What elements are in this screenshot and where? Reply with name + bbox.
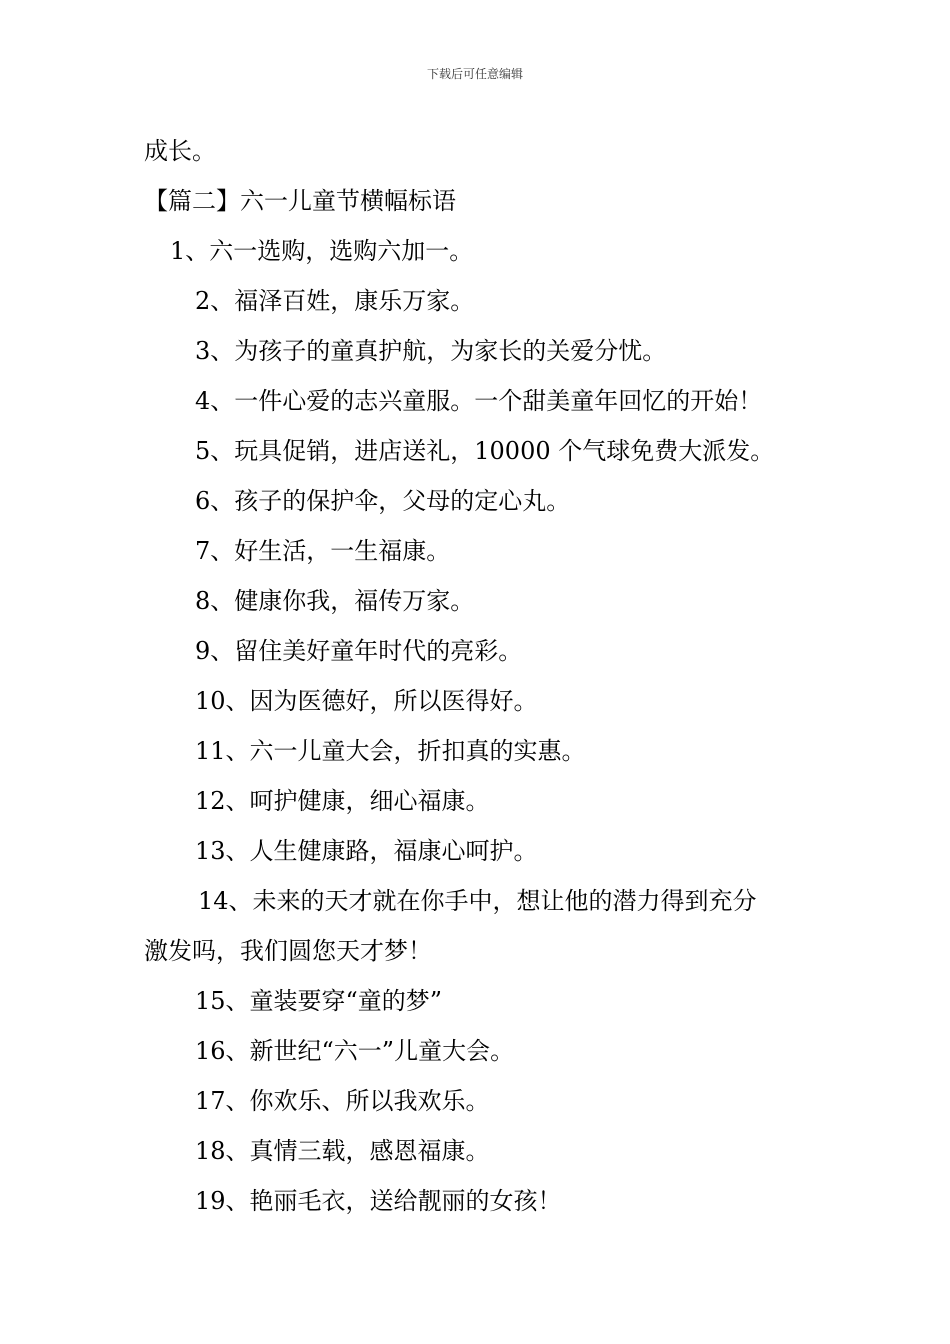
list-item: 17、你欢乐、所以我欢乐。: [195, 1087, 490, 1115]
list-item: 5、玩具促销，进店送礼，10000 个气球免费大派发。: [195, 437, 775, 465]
list-item: 10、因为医德好，所以医得好。: [195, 687, 538, 715]
list-item: 8、健康你我，福传万家。: [195, 587, 475, 615]
list-item: 1、六一选购，选购六加一。: [170, 237, 474, 265]
list-item: 4、一件心爱的志兴童服。一个甜美童年回忆的开始！: [195, 387, 763, 415]
list-item: 11、六一儿童大会，折扣真的实惠。: [195, 737, 586, 765]
list-item: 18、真情三载，感恩福康。: [195, 1137, 490, 1165]
list-item-continuation: 激发吗，我们圆您天才梦！: [144, 937, 432, 965]
list-item: 6、孩子的保护伞，父母的定心丸。: [195, 487, 571, 515]
text-line: 成长。: [144, 137, 216, 165]
list-item: 2、福泽百姓，康乐万家。: [195, 287, 475, 315]
list-item: 12、呵护健康，细心福康。: [195, 787, 490, 815]
list-item: 3、为孩子的童真护航，为家长的关爱分忧。: [195, 337, 667, 365]
list-item: 14、未来的天才就在你手中，想让他的潜力得到充分: [198, 887, 757, 915]
list-item: 16、新世纪“六一”儿童大会。: [195, 1037, 515, 1065]
list-item: 19、艳丽毛衣，送给靓丽的女孩！: [195, 1187, 562, 1215]
list-item: 15、童装要穿“童的梦”: [195, 987, 443, 1015]
list-item: 13、人生健康路，福康心呵护。: [195, 837, 538, 865]
list-item: 9、留住美好童年时代的亮彩。: [195, 637, 523, 665]
section-heading: 【篇二】六一儿童节横幅标语: [144, 187, 456, 215]
list-item: 7、好生活，一生福康。: [195, 537, 451, 565]
page-header: 下载后可任意编辑: [426, 67, 523, 81]
document-body: [144, 126, 814, 1226]
